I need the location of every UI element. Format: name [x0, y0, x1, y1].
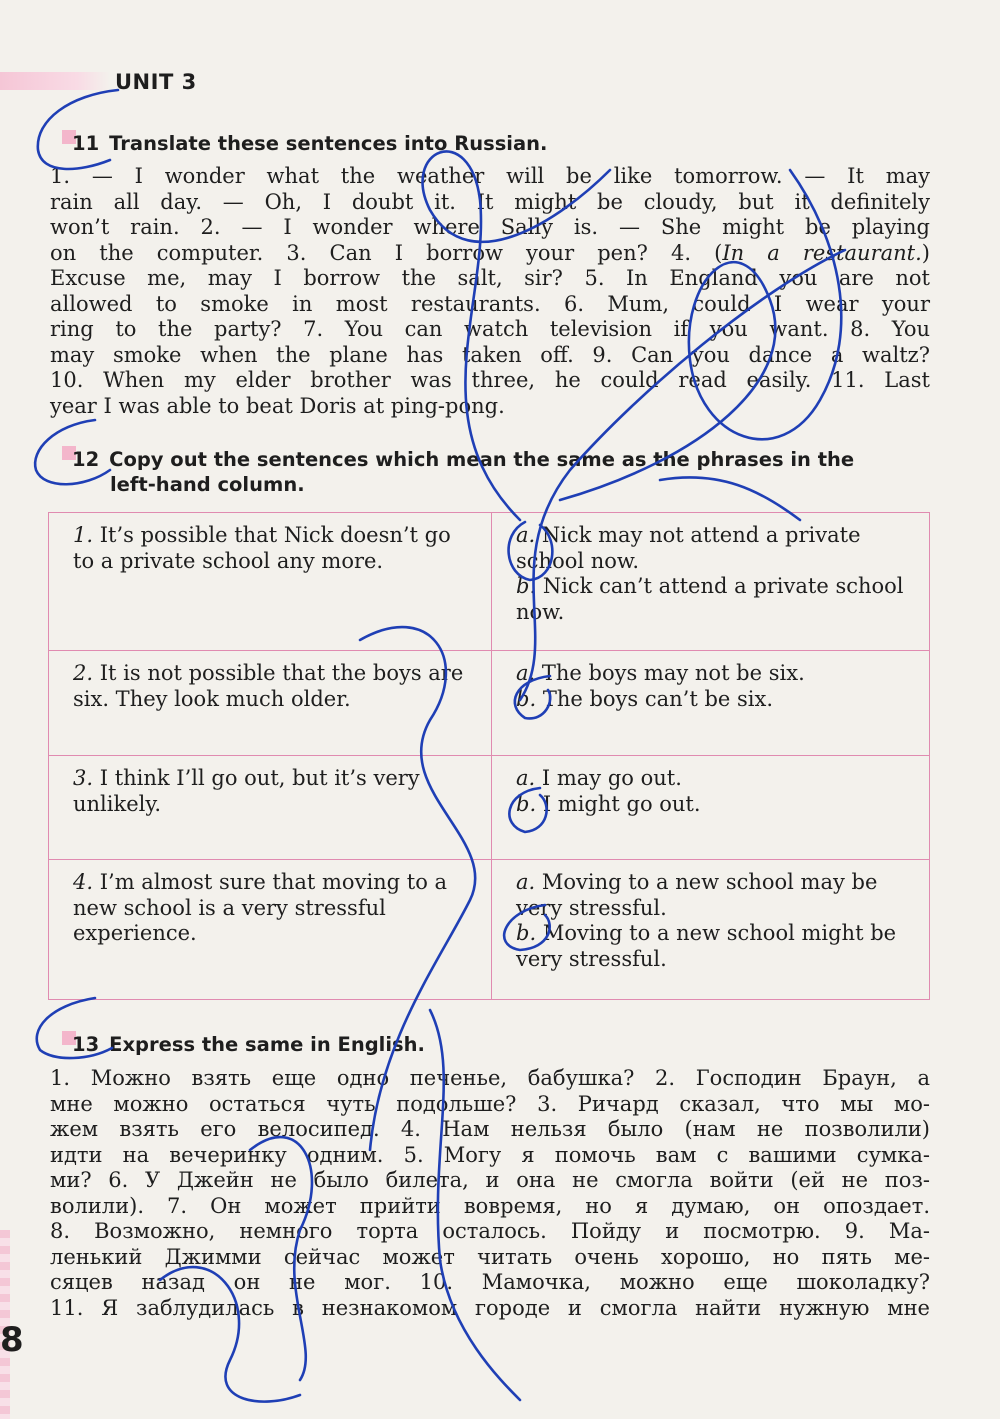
table-row — [49, 513, 930, 651]
task-13-text — [50, 1066, 930, 1321]
left-phrase — [49, 651, 492, 756]
option-b — [516, 687, 911, 713]
row-number: 4. — [73, 870, 94, 894]
task-12-heading — [72, 447, 854, 497]
option-a — [516, 870, 911, 921]
option-text: The boys can’t be six. — [542, 686, 774, 711]
option-b — [516, 921, 911, 972]
left-phrase-text: It is not possible that the boys are six. They look much older. — [73, 661, 464, 711]
task-11-line: ring to the party? 7. You can watch television if you want. 8. You — [50, 317, 930, 341]
option-text: The boys may not be six. — [541, 661, 805, 685]
task-13-title: Express the same in English. — [109, 1033, 425, 1056]
task-11-line: year I was able to beat Doris at ping-pong. — [50, 393, 505, 418]
row-number: 2. — [73, 661, 94, 685]
task-11-line: may smoke when the plane has taken off. 9. Can you dance a waltz? — [50, 342, 930, 367]
task-12-title-line1: Copy out the sentences which mean the same as the phrases in the — [109, 448, 855, 471]
task-13-line: ми? 6. У Джейн не было билета, и она не смогла войти (ей не поз- — [50, 1168, 930, 1192]
option-a — [516, 523, 911, 574]
task-11-line: Excuse me, may I borrow the salt, sir? 5. In England you are not — [50, 266, 930, 290]
table-row — [49, 651, 930, 756]
left-phrase-text: I think I’ll go out, but it’s very unlikely. — [73, 766, 420, 816]
row-number: 1. — [73, 523, 94, 547]
task-11-line: allowed to smoke in most restaurants. 6. Mum, could I wear your — [50, 291, 930, 316]
task-11-line: on the computer. 3. Can I borrow your pen? 4. (In a restaurant.) — [50, 240, 930, 265]
task-13-number: 13 — [72, 1033, 100, 1056]
option-text: Moving to a new school may be very stressful. — [516, 870, 878, 920]
row-number: 3. — [73, 766, 94, 790]
option-text: I might go out. — [542, 791, 701, 816]
matching-table — [48, 512, 930, 1000]
task-13-line: мне можно остаться чуть подольше? 3. Ричард сказал, что мы мо- — [50, 1091, 930, 1116]
option-label: a. — [516, 523, 536, 547]
option-label: a. — [516, 870, 536, 894]
option-label: b. — [516, 791, 537, 816]
option-label: a. — [516, 661, 536, 685]
task-11-text — [50, 164, 930, 419]
task-13-line: ленький Джимми сейчас может читать очень хорошо, но пять ме- — [50, 1244, 930, 1269]
task-11-line: won’t rain. 2. — I wonder where Sally is. — She might be playing — [50, 215, 930, 239]
option-text: Nick can’t attend a private school now. — [516, 574, 904, 624]
table-row — [49, 860, 930, 1000]
option-text: Nick may not attend a private school now. — [516, 523, 861, 573]
option-label: a. — [516, 766, 536, 790]
task-13-line: жем взять его велосипед. 4. Нам нельзя было (нам не позволили) — [50, 1117, 930, 1141]
task-11-line: 10. When my elder brother was three, he could read easily. 11. Last — [50, 368, 930, 392]
task-13-line: идти на вечеринку одним. 5. Могу я помочь вам с вашими сумка- — [50, 1142, 930, 1167]
option-a — [516, 766, 911, 792]
page-number: 8 — [0, 1320, 24, 1360]
option-a — [516, 661, 911, 687]
task-13-line: 1. Можно взять еще одно печенье, бабушка? 2. Господин Браун, а — [50, 1066, 930, 1090]
option-label: b. — [516, 921, 537, 945]
options-cell — [492, 651, 930, 756]
task-13-line: 8. Возможно, немного торта осталось. Пойду и посмотрю. 9. Ма- — [50, 1219, 930, 1243]
option-label: b. — [516, 574, 537, 598]
unit-title: UNIT 3 — [115, 70, 197, 94]
task-13-heading — [72, 1032, 425, 1057]
task-13-line: волили). 7. Он может прийти вовремя, но я думаю, он опоздает. — [50, 1193, 930, 1218]
task-11-number: 11 — [72, 132, 100, 155]
unit-header-bar — [0, 72, 110, 90]
left-phrase — [49, 860, 492, 1000]
options-cell — [492, 513, 930, 651]
task-13-line: сяцев назад он не мог. 10. Мамочка, можно еще шоколадку? — [50, 1270, 930, 1294]
option-b — [516, 574, 911, 625]
options-cell — [492, 860, 930, 1000]
option-text: I may go out. — [541, 766, 682, 790]
task-12-number: 12 — [72, 448, 100, 471]
left-phrase — [49, 513, 492, 651]
left-phrase — [49, 756, 492, 860]
task-11-line: rain all day. — Oh, I doubt it. It might be cloudy, but it definitely — [50, 189, 930, 214]
task-12-title-line2: left-hand column. — [110, 473, 305, 496]
table-row — [49, 756, 930, 860]
task-11-title: Translate these sentences into Russian. — [109, 132, 548, 155]
left-phrase-text: It’s possible that Nick doesn’t go to a private school any more. — [73, 523, 451, 573]
task-11-heading — [72, 131, 547, 156]
option-text: Moving to a new school might be very stressful. — [516, 921, 897, 971]
option-b — [516, 792, 911, 818]
option-label: b. — [516, 686, 537, 711]
task-13-line: 11. Я заблудилась в незнакомом городе и смогла найти нужную мне — [50, 1295, 930, 1320]
options-cell — [492, 756, 930, 860]
circle-mark-11 — [38, 90, 118, 169]
left-phrase-text: I’m almost sure that moving to a new school is a very stressful experience. — [73, 870, 448, 945]
italic-phrase: In a restaurant. — [722, 240, 922, 265]
task-11-line: 1. — I wonder what the weather will be like tomorrow. — It may — [50, 164, 930, 188]
